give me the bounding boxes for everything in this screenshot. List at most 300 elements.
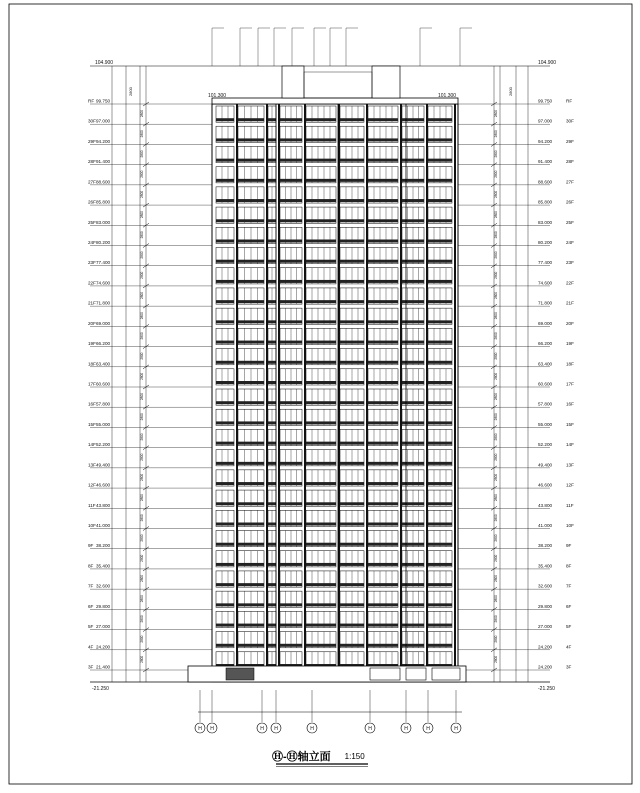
balcony-rail — [280, 199, 302, 202]
balcony-rail — [306, 583, 336, 586]
balcony-rail — [280, 179, 302, 182]
floor-label: 24F — [88, 240, 96, 245]
floor-label: 12F — [88, 482, 96, 488]
balcony-rail — [340, 199, 364, 202]
elevation-value: 80.200 — [96, 240, 111, 245]
balcony-rail — [238, 563, 264, 566]
ground-elevation-right: -21.250 — [538, 686, 555, 692]
balcony-rail — [280, 159, 302, 162]
elevation-value: 38.200 — [96, 543, 111, 549]
elevation-value: 52.200 — [538, 442, 553, 448]
balcony-rail — [268, 341, 276, 344]
axis-markers — [195, 690, 462, 733]
building-elevation — [188, 28, 472, 682]
elevation-value: 55.000 — [538, 421, 553, 427]
balcony-rail — [268, 159, 276, 162]
balcony-rail — [402, 421, 424, 424]
balcony-rail — [368, 179, 398, 182]
floor-label: 17F — [566, 381, 574, 387]
balcony-rail — [428, 442, 452, 445]
balcony-rail — [268, 219, 276, 222]
floor-height-dim: 2800 — [140, 231, 144, 239]
pilaster — [304, 104, 306, 682]
balcony-rail — [428, 240, 452, 243]
balcony-rail — [368, 240, 398, 243]
balcony-rail — [368, 401, 398, 404]
elevation-value: 97.000 — [96, 118, 111, 124]
balcony-rail — [368, 118, 398, 121]
balcony-rail — [428, 138, 452, 141]
balcony-rail — [216, 421, 234, 424]
balcony-rail — [280, 341, 302, 344]
balcony-rail — [238, 159, 264, 162]
balcony-rail — [368, 624, 398, 627]
balcony-rail — [280, 118, 302, 121]
balcony-rail — [428, 462, 452, 465]
floor-height-dim: 2800 — [494, 534, 498, 542]
axis-label: H — [260, 726, 264, 732]
balcony-rail — [268, 179, 276, 182]
balcony-rail — [428, 280, 452, 283]
floor-label: 30F — [88, 118, 96, 124]
elevation-value: 52.200 — [96, 442, 111, 448]
balcony-rail — [368, 341, 398, 344]
title-underline — [276, 763, 368, 767]
balcony-rail — [402, 341, 424, 344]
elevation-value: 88.600 — [96, 179, 111, 185]
floor-label: 26F — [566, 199, 574, 205]
entrance-door-left — [226, 668, 254, 680]
balcony-rail — [368, 159, 398, 162]
balcony-rail — [428, 118, 452, 121]
balcony-rail — [402, 300, 424, 303]
balcony-rail — [368, 543, 398, 546]
balcony-rail — [216, 583, 234, 586]
balcony-rail — [280, 543, 302, 546]
roof-tower-right — [372, 66, 400, 98]
balcony-rail — [268, 199, 276, 202]
floor-height-dim: 2800 — [494, 251, 498, 259]
balcony-rail — [306, 603, 336, 606]
elevation-value: 21.400 — [96, 664, 111, 670]
floor-label: 24F — [566, 240, 574, 245]
balcony-rail — [368, 199, 398, 202]
balcony-rail — [216, 462, 234, 465]
balcony-rail — [402, 644, 424, 647]
elevation-value: 27.000 — [96, 624, 111, 630]
floor-label: 3F — [88, 664, 94, 670]
floor-height-dim: 2800 — [140, 393, 144, 401]
floor-height-dim: 2800 — [140, 271, 144, 279]
elevation-value: 83.000 — [96, 219, 111, 225]
balcony-rail — [368, 300, 398, 303]
pilaster — [400, 104, 402, 682]
elevation-value: 35.400 — [538, 563, 553, 569]
balcony-rail — [402, 624, 424, 627]
balcony-rail — [340, 563, 364, 566]
balcony-rail — [216, 381, 234, 384]
total-height-right: 2800 — [508, 87, 513, 96]
floor-height-dim: 2800 — [140, 130, 144, 138]
floor-label: 9F — [88, 543, 94, 549]
floor-height-dim: 2800 — [494, 433, 498, 441]
pilaster — [278, 104, 280, 682]
balcony-rail — [238, 300, 264, 303]
balcony-rail — [306, 624, 336, 627]
balcony-rail — [216, 300, 234, 303]
balcony-rail — [402, 381, 424, 384]
balcony-rail — [428, 179, 452, 182]
floor-label: 7F — [566, 583, 572, 589]
elevation-value: 41.000 — [538, 523, 553, 528]
balcony-rail — [238, 583, 264, 586]
floor-label: 19F — [88, 341, 96, 347]
floor-label: 8F — [88, 563, 94, 569]
balcony-rail — [428, 624, 452, 627]
balcony-rail — [340, 280, 364, 283]
axis-label: H — [426, 726, 430, 732]
ground-elevation-left: -21.250 — [92, 686, 109, 692]
balcony-rail — [306, 159, 336, 162]
floor-height-dim: 2800 — [494, 170, 498, 178]
balcony-rail — [238, 603, 264, 606]
balcony-rail — [402, 583, 424, 586]
elevation-value: 74.600 — [96, 280, 111, 286]
elevation-value: 74.600 — [538, 280, 553, 286]
balcony-rail — [280, 260, 302, 263]
balcony-rail — [280, 138, 302, 141]
elevation-value: 71.800 — [96, 300, 111, 306]
balcony-rail — [306, 543, 336, 546]
balcony-rail — [280, 381, 302, 384]
floor-height-dim: 2800 — [494, 393, 498, 401]
axis-label: H — [210, 726, 214, 732]
balcony-rail — [402, 159, 424, 162]
floor-label: 11F — [566, 502, 574, 508]
balcony-rail — [306, 462, 336, 465]
balcony-rail — [216, 603, 234, 606]
floor-label: 25F — [566, 219, 574, 225]
balcony-rail — [268, 523, 276, 526]
balcony-rail — [216, 199, 234, 202]
floor-label: 13F — [566, 462, 574, 468]
floor-label: 26F — [88, 199, 96, 205]
balcony-rail — [402, 502, 424, 505]
balcony-rail — [428, 381, 452, 384]
floor-height-dim: 2800 — [140, 291, 144, 300]
balcony-rail — [280, 502, 302, 505]
balcony-rail — [340, 603, 364, 606]
balcony-rail — [368, 603, 398, 606]
balcony-rail — [340, 482, 364, 485]
balcony-rail — [280, 624, 302, 627]
balcony-rail — [280, 523, 302, 526]
floor-height-dim: 2800 — [494, 271, 498, 279]
elevation-value: 38.200 — [538, 543, 553, 549]
balcony-rail — [216, 563, 234, 566]
balcony-rail — [340, 138, 364, 141]
elevation-value: 49.400 — [538, 462, 553, 468]
balcony-rail — [268, 644, 276, 647]
floor-height-dim: 2800 — [494, 554, 498, 562]
balcony-rail — [306, 361, 336, 364]
floor-label: 16F — [88, 401, 96, 407]
floor-label: 23F — [88, 260, 96, 266]
pilaster — [266, 104, 268, 682]
balcony-rail — [280, 320, 302, 323]
elevation-value: 57.800 — [538, 401, 553, 407]
balcony-rail — [340, 260, 364, 263]
balcony-rail — [216, 159, 234, 162]
floor-height-dim: 2800 — [140, 413, 144, 421]
elevation-value: 97.000 — [538, 118, 553, 124]
floor-label: 15F — [566, 421, 574, 427]
balcony-rail — [306, 442, 336, 445]
floor-label: 4F — [566, 644, 572, 650]
balcony-rail — [368, 381, 398, 384]
floor-height-dim: 2800 — [140, 372, 144, 380]
balcony-rail — [280, 563, 302, 566]
floor-label: 22F — [566, 280, 574, 286]
shop-front — [432, 668, 460, 680]
elevation-value: 24.200 — [538, 664, 553, 670]
elevation-value: 41.000 — [96, 523, 111, 528]
floor-height-dim: 2800 — [494, 595, 498, 603]
elevation-value: 77.400 — [538, 260, 553, 266]
elevation-value: 29.800 — [96, 603, 111, 609]
axis-label: H — [198, 726, 202, 732]
balcony-rail — [306, 118, 336, 121]
floor-label: 14F — [566, 442, 574, 448]
balcony-rail — [216, 624, 234, 627]
floor-label: 14F — [88, 442, 96, 448]
balcony-rail — [340, 502, 364, 505]
floor-label: 19F — [566, 341, 574, 347]
balcony-rail — [368, 502, 398, 505]
elevation-value: 94.200 — [538, 138, 553, 144]
balcony-rail — [306, 401, 336, 404]
balcony-rail — [268, 240, 276, 243]
balcony-rail — [340, 219, 364, 222]
balcony-rail — [216, 361, 234, 364]
balcony-rail — [268, 583, 276, 586]
balcony-rail — [238, 240, 264, 243]
balcony-rail — [306, 138, 336, 141]
floor-label: 15F — [88, 421, 96, 427]
elevation-value: 55.000 — [96, 421, 111, 427]
balcony-rail — [428, 159, 452, 162]
balcony-rail — [340, 320, 364, 323]
floor-label: 27F — [566, 179, 574, 185]
pilaster — [366, 104, 368, 682]
floor-height-dim: 2800 — [494, 372, 498, 380]
balcony-rail — [268, 300, 276, 303]
balcony-rail — [306, 280, 336, 283]
balcony-rail — [428, 219, 452, 222]
balcony-rail — [268, 442, 276, 445]
balcony-rail — [402, 219, 424, 222]
balcony-rail — [306, 219, 336, 222]
balcony-rail — [306, 260, 336, 263]
balcony-rail — [402, 523, 424, 526]
balcony-rail — [402, 543, 424, 546]
elevation-value: 69.000 — [538, 320, 553, 326]
balcony-rail — [402, 320, 424, 323]
balcony-rail — [268, 421, 276, 424]
balcony-rail — [402, 401, 424, 404]
balcony-rail — [368, 442, 398, 445]
balcony-rail — [402, 280, 424, 283]
balcony-rail — [216, 502, 234, 505]
balcony-rail — [238, 179, 264, 182]
balcony-rail — [428, 199, 452, 202]
balcony-rail — [280, 240, 302, 243]
balcony-rail — [428, 260, 452, 263]
floor-label: 5F — [88, 624, 94, 630]
balcony-rail — [238, 138, 264, 141]
floor-height-dim: 2800 — [494, 635, 498, 643]
floor-label: 18F — [88, 361, 96, 367]
balcony-rail — [216, 644, 234, 647]
elevation-value: 69.000 — [96, 320, 111, 326]
floor-label: 11F — [88, 502, 96, 508]
floor-height-dim: 2800 — [494, 332, 498, 340]
floor-height-dim: 2800 — [494, 312, 498, 320]
balcony-rail — [280, 421, 302, 424]
elevation-value: 71.800 — [538, 300, 553, 306]
balcony-rail — [238, 482, 264, 485]
floor-height-dim: 2800 — [494, 231, 498, 239]
floor-label: 13F — [88, 462, 96, 468]
balcony-rail — [268, 381, 276, 384]
balcony-rail — [340, 159, 364, 162]
elevation-value: 46.600 — [96, 482, 111, 488]
balcony-rail — [340, 401, 364, 404]
pilaster — [426, 104, 428, 682]
balcony-rail — [216, 523, 234, 526]
balcony-rail — [368, 482, 398, 485]
elevation-value: 49.400 — [96, 462, 111, 468]
balcony-rail — [402, 179, 424, 182]
floor-label: 5F — [566, 624, 572, 630]
balcony-rail — [428, 341, 452, 344]
balcony-rail — [306, 421, 336, 424]
floor-height-dim: 2800 — [140, 494, 144, 502]
floor-height-dim: 2800 — [140, 251, 144, 259]
roof-elevation-right: 101.300 — [438, 93, 457, 99]
balcony-rail — [402, 482, 424, 485]
balcony-rail — [238, 199, 264, 202]
floor-height-dim: 2800 — [494, 453, 498, 461]
balcony-rail — [280, 401, 302, 404]
shop-front — [370, 668, 400, 680]
floor-height-dim: 2800 — [140, 635, 144, 643]
balcony-rail — [368, 361, 398, 364]
balcony-rail — [216, 179, 234, 182]
balcony-rail — [402, 462, 424, 465]
floor-height-dim: 2800 — [140, 110, 144, 118]
axis-label: H — [454, 726, 458, 732]
floor-height-dim: 2800 — [140, 615, 144, 623]
floor-height-dim: 2800 — [494, 110, 498, 118]
balcony-rail — [306, 523, 336, 526]
floor-label: 6F — [88, 603, 94, 609]
balcony-rail — [340, 361, 364, 364]
balcony-rail — [428, 361, 452, 364]
elevation-value: 91.400 — [538, 159, 553, 165]
floor-height-dim: 2800 — [140, 473, 144, 481]
balcony-rail — [280, 300, 302, 303]
balcony-rail — [340, 624, 364, 627]
balcony-rail — [238, 502, 264, 505]
balcony-rail — [340, 341, 364, 344]
floor-label: 29F — [88, 138, 96, 144]
elevation-value: 85.800 — [538, 199, 553, 205]
balcony-rail — [238, 280, 264, 283]
floor-height-dim: 2800 — [140, 534, 144, 542]
balcony-rail — [268, 320, 276, 323]
balcony-rail — [238, 341, 264, 344]
balcony-rail — [306, 502, 336, 505]
balcony-rail — [216, 138, 234, 141]
balcony-rail — [306, 482, 336, 485]
balcony-rail — [340, 644, 364, 647]
balcony-rail — [238, 624, 264, 627]
balcony-rail — [428, 644, 452, 647]
elevation-value: 24.200 — [538, 644, 553, 650]
balcony-rail — [340, 462, 364, 465]
floor-height-dim: 2800 — [140, 150, 144, 158]
floor-height-dim: 2800 — [140, 554, 144, 562]
elevation-value: 57.800 — [96, 401, 111, 407]
elevation-value: 63.400 — [96, 361, 111, 367]
elevation-value: 60.600 — [538, 381, 553, 387]
balcony-rail — [306, 300, 336, 303]
balcony-rail — [216, 219, 234, 222]
balcony-rail — [368, 644, 398, 647]
floor-height-dim: 2800 — [494, 352, 498, 360]
balcony-rail — [306, 381, 336, 384]
balcony-rail — [402, 118, 424, 121]
balcony-rail — [268, 280, 276, 283]
balcony-rail — [268, 361, 276, 364]
balcony-rail — [340, 118, 364, 121]
balcony-rail — [238, 421, 264, 424]
balcony-rail — [368, 563, 398, 566]
elevation-value: 77.400 — [96, 260, 111, 266]
elevation-value: 63.400 — [538, 361, 553, 367]
balcony-rail — [402, 199, 424, 202]
elevation-value: 80.200 — [538, 240, 553, 245]
pilaster — [454, 104, 456, 682]
top-elevation-left: 104.900 — [95, 60, 114, 66]
balcony-rail — [238, 118, 264, 121]
axis-label: H — [274, 726, 278, 732]
floor-height-dim: 2800 — [140, 352, 144, 360]
balcony-rail — [268, 563, 276, 566]
balcony-rail — [368, 523, 398, 526]
floor-label: 25F — [88, 219, 96, 225]
balcony-rail — [402, 442, 424, 445]
floor-height-dim: 2800 — [494, 211, 498, 219]
balcony-rail — [238, 401, 264, 404]
balcony-rail — [238, 523, 264, 526]
elevation-value: 66.200 — [538, 341, 553, 347]
elevation-value: 46.600 — [538, 482, 553, 488]
balcony-rail — [216, 260, 234, 263]
floor-height-dim: 2800 — [494, 514, 498, 522]
balcony-rail — [268, 118, 276, 121]
